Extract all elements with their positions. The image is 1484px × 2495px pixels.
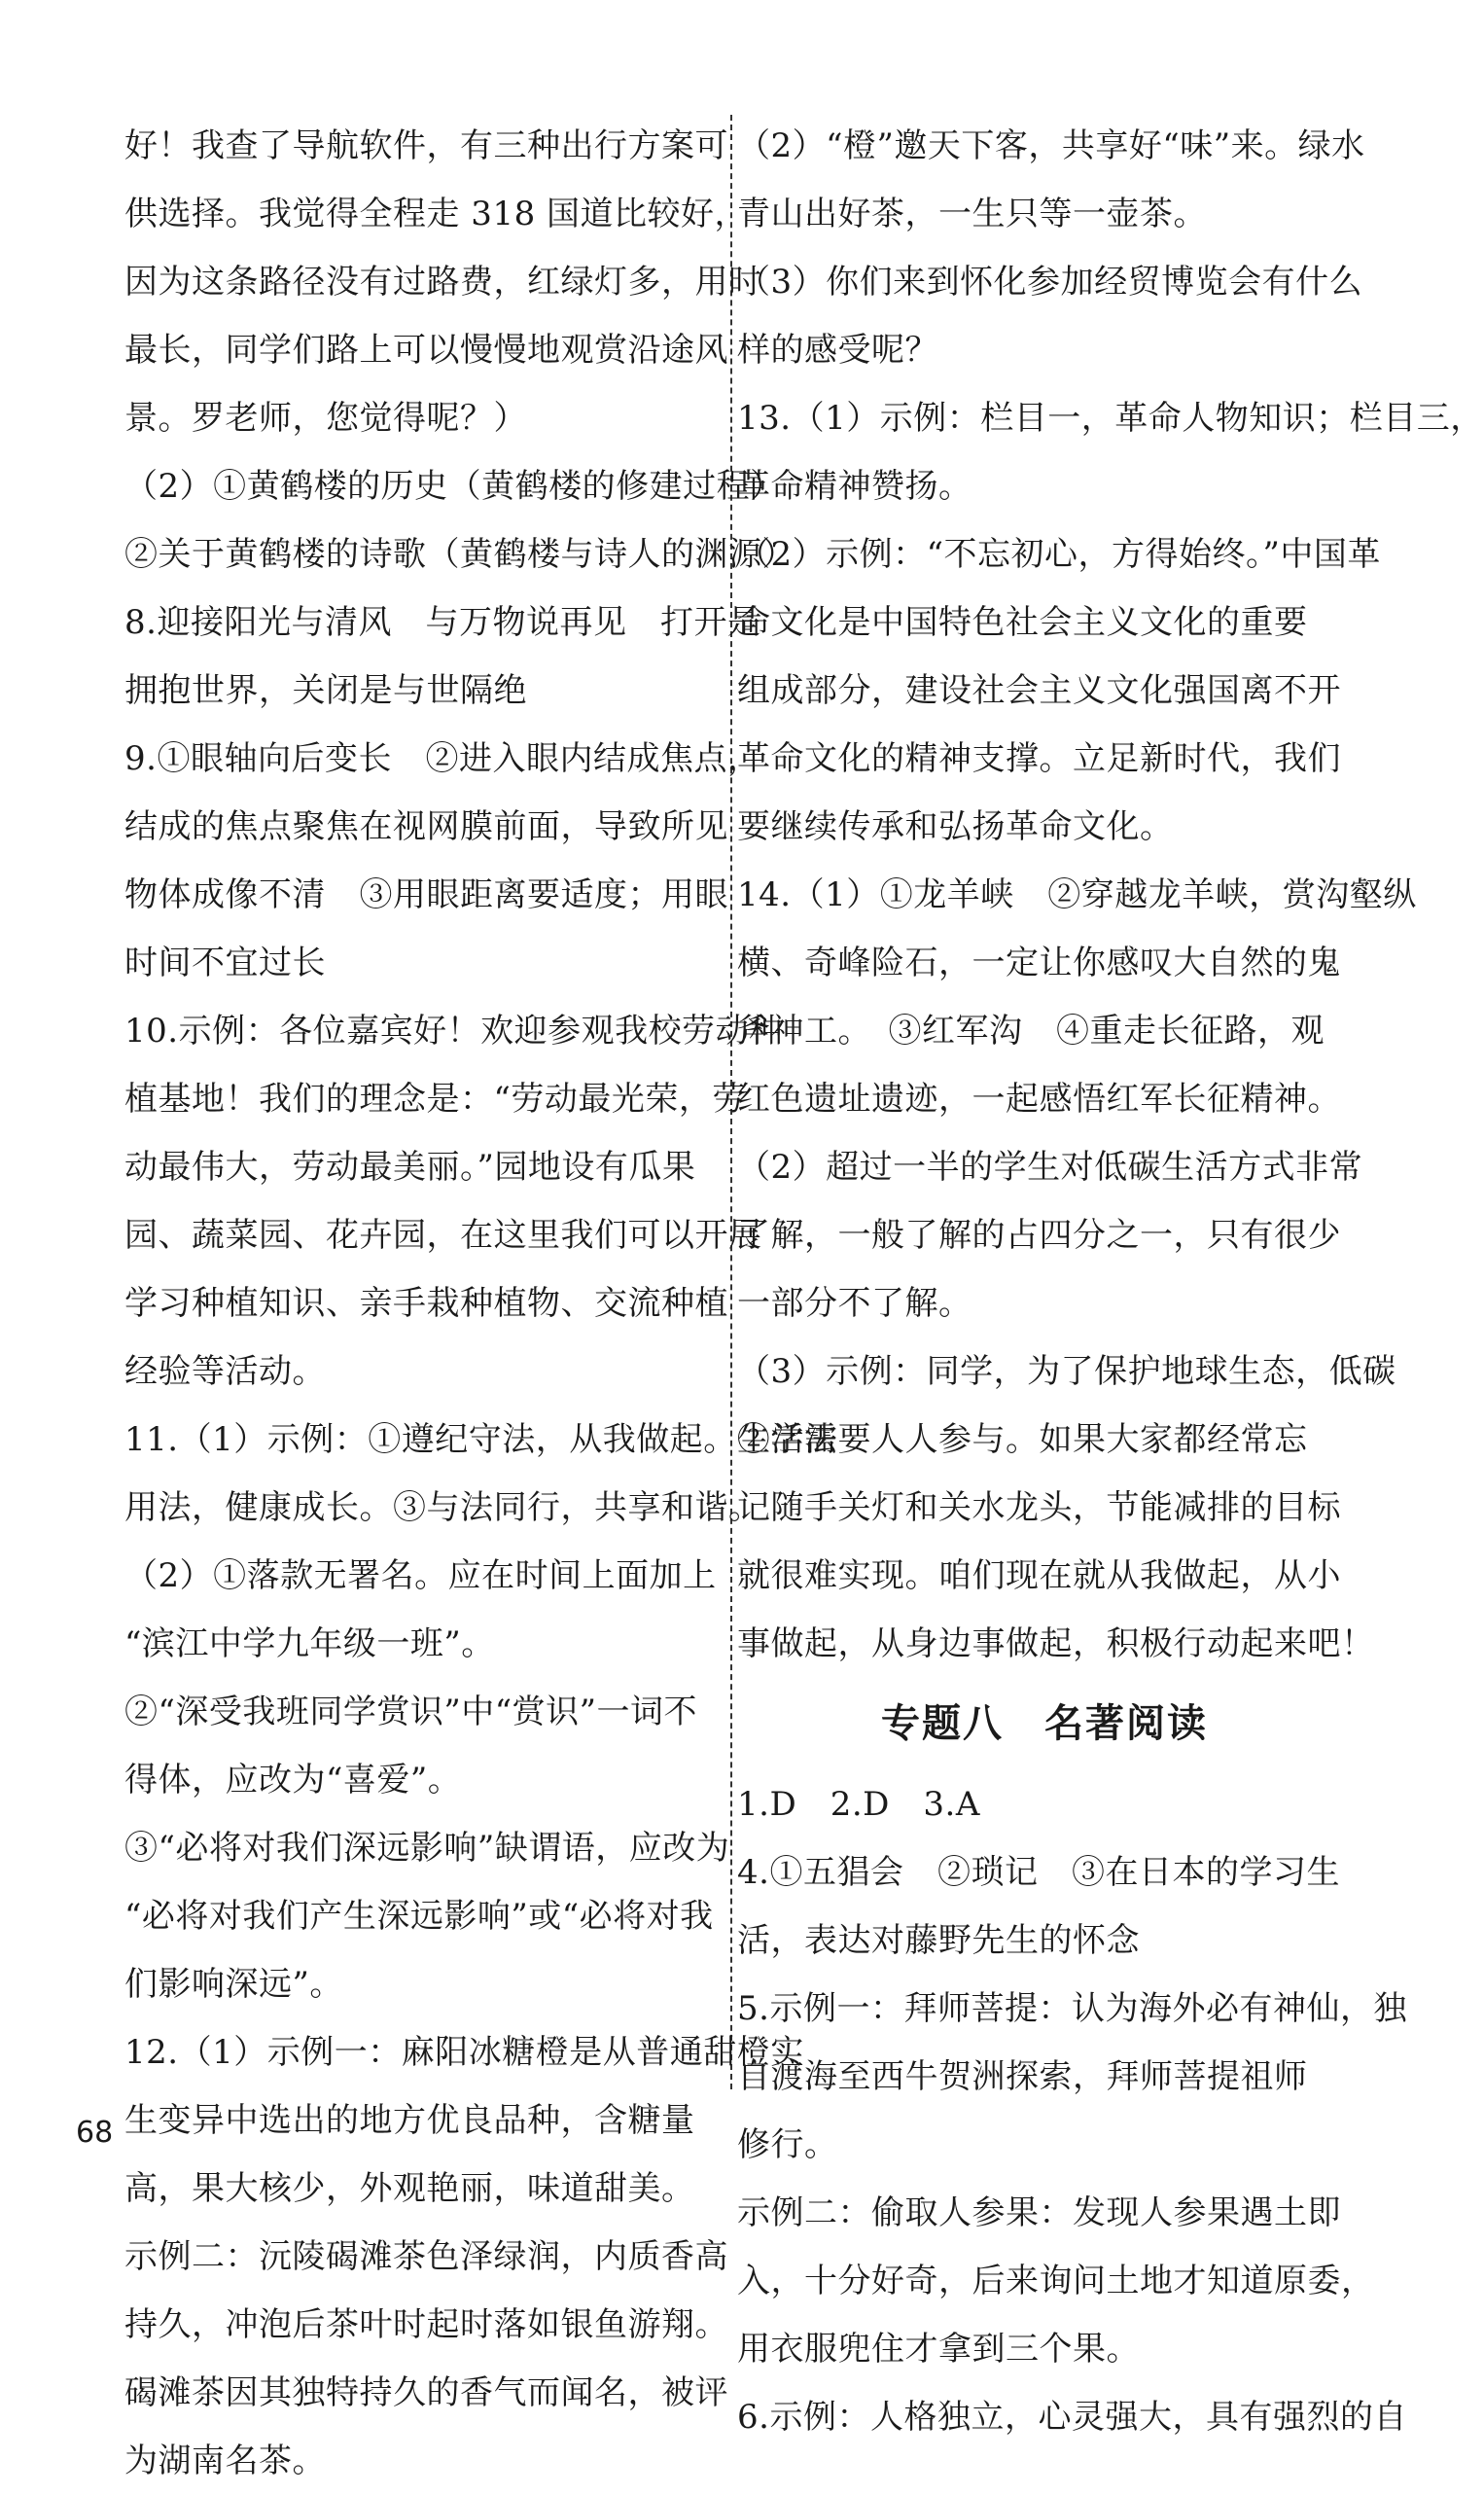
text-line: 样的感受呢？ — [737, 331, 938, 370]
text-line: 高，果大核少，外观艳丽，味道甜美。 — [124, 2169, 695, 2208]
text-line: （3）你们来到怀化参加经贸博览会有什么 — [737, 263, 1363, 302]
text-line: 13.（1）示例：栏目一，革命人物知识；栏目三， — [737, 399, 1484, 438]
text-line: 用衣服兜住才拿到三个果。 — [737, 2330, 1140, 2369]
text-line: 生变异中选出的地方优良品种，含糖量 — [124, 2101, 695, 2140]
text-line: 自渡海至西牛贺洲探索，拜师菩提祖师 — [737, 2057, 1308, 2096]
text-line: 碣滩茶因其独特持久的香气而闻名，被评 — [124, 2373, 728, 2412]
text-line: 活，表达对藤野先生的怀念 — [737, 1921, 1140, 1960]
text-line: 红色遗址遗迹，一起感悟红军长征精神。 — [737, 1080, 1341, 1119]
text-line: 14.（1）①龙羊峡 ②穿越龙羊峡，赏沟壑纵 — [737, 875, 1417, 914]
text-line: 一部分不了解。 — [737, 1284, 972, 1323]
text-line: 青山出好茶，一生只等一壶茶。 — [737, 195, 1207, 233]
text-line: “滨江中学九年级一班”。 — [124, 1624, 495, 1663]
text-line: 11.（1）示例：①遵纪守法，从我做起。②学法 — [124, 1420, 838, 1459]
text-line: 学习种植知识、亲手栽种植物、交流种植 — [124, 1284, 728, 1323]
text-line: 得体，应改为“喜爱”。 — [124, 1761, 462, 1800]
text-line: 拥抱世界，关闭是与世隔绝 — [124, 671, 527, 710]
text-line: 10.示例：各位嘉宾好！欢迎参观我校劳动种 — [124, 1012, 783, 1051]
text-line: 6.示例：人格独立，心灵强大，具有强烈的自 — [737, 2398, 1407, 2437]
section-heading: 专题八 名著阅读 — [881, 1701, 1208, 1746]
text-line: 革命精神赞扬。 — [737, 467, 972, 506]
text-line: 们影响深远”。 — [124, 1965, 343, 2004]
text-line: 园、蔬菜园、花卉园，在这里我们可以开展 — [124, 1216, 762, 1255]
text-line: （3）示例：同学，为了保护地球生态，低碳 — [737, 1352, 1396, 1391]
text-line: 斧神工。 ③红军沟 ④重走长征路，观 — [737, 1012, 1325, 1051]
text-line: 8.迎接阳光与清风 与万物说再见 打开是 — [124, 603, 761, 642]
text-line: （2）超过一半的学生对低碳生活方式非常 — [737, 1148, 1363, 1187]
text-line: 1.D 2.D 3.A — [737, 1785, 980, 1824]
text-line: 最长，同学们路上可以慢慢地观赏沿途风 — [124, 331, 728, 370]
page-number: 68 — [76, 2116, 114, 2150]
text-line: 入，十分好奇，后来询问土地才知道原委， — [737, 2262, 1375, 2300]
text-line: 12.（1）示例一：麻阳冰糖橙是从普通甜橙实 — [124, 2033, 804, 2072]
text-line: 了解，一般了解的占四分之一，只有很少 — [737, 1216, 1341, 1255]
text-line: 组成部分，建设社会主义文化强国离不开 — [737, 671, 1341, 710]
text-line: 生活需要人人参与。如果大家都经常忘 — [737, 1420, 1308, 1459]
text-line: 修行。 — [737, 2125, 838, 2164]
text-line: 为湖南名茶。 — [124, 2442, 326, 2480]
text-line: 命文化是中国特色社会主义文化的重要 — [737, 603, 1308, 642]
text-line: 用法，健康成长。③与法同行，共享和谐。 — [124, 1488, 762, 1527]
text-line: 物体成像不清 ③用眼距离要适度；用眼 — [124, 875, 728, 914]
text-line: ③“必将对我们深远影响”缺谓语，应改为 — [124, 1829, 730, 1868]
text-line: 植基地！我们的理念是：“劳动最光荣，劳 — [124, 1080, 746, 1119]
text-line: 持久，冲泡后茶叶时起时落如银鱼游翔。 — [124, 2305, 728, 2344]
text-line: 动最伟大，劳动最美丽。”园地设有瓜果 — [124, 1148, 696, 1187]
text-line: 9.①眼轴向后变长 ②进入眼内结成焦点， — [124, 739, 761, 778]
text-line: 时间不宜过长 — [124, 944, 326, 982]
text-line: 景。罗老师，您觉得呢？） — [124, 399, 527, 438]
text-line: 示例二：沅陵碣滩茶色泽绿润，内质香高 — [124, 2237, 728, 2276]
text-line: ②关于黄鹤楼的诗歌（黄鹤楼与诗人的渊源） — [124, 535, 795, 574]
text-line: ②“深受我班同学赏识”中“赏识”一词不 — [124, 1693, 698, 1731]
text-line: 结成的焦点聚焦在视网膜前面，导致所见 — [124, 807, 728, 846]
text-line: 供选择。我觉得全程走 318 国道比较好， — [124, 195, 749, 233]
text-line: （2）“橙”邀天下客，共享好“味”来。绿水 — [737, 126, 1365, 165]
text-line: （2）示例：“不忘初心，方得始终。”中国革 — [737, 535, 1381, 574]
text-line: 因为这条路径没有过路费，红绿灯多，用时 — [124, 263, 762, 302]
text-line: 示例二：偷取人参果：发现人参果遇土即 — [737, 2193, 1341, 2232]
text-line: 事做起，从身边事做起，积极行动起来吧！ — [737, 1624, 1375, 1663]
text-line: 横、奇峰险石，一定让你感叹大自然的鬼 — [737, 944, 1341, 982]
text-line: 就很难实现。咱们现在就从我做起，从小 — [737, 1556, 1341, 1595]
text-line: （2）①黄鹤楼的历史（黄鹤楼的修建过程） — [124, 467, 784, 506]
text-line: 经验等活动。 — [124, 1352, 326, 1391]
text-line: “必将对我们产生深远影响”或“必将对我 — [124, 1897, 714, 1936]
text-line: 革命文化的精神支撑。立足新时代，我们 — [737, 739, 1341, 778]
right-column — [737, 112, 1484, 2451]
text-line: 要继续传承和弘扬革命文化。 — [737, 807, 1174, 846]
text-line: （2）①落款无署名。应在时间上面加上 — [124, 1556, 717, 1595]
text-line: 记随手关灯和关水龙头，节能减排的目标 — [737, 1488, 1341, 1527]
text-line: 好！我查了导航软件，有三种出行方案可 — [124, 126, 728, 165]
text-line: 5.示例一：拜师菩提：认为海外必有神仙，独 — [737, 1989, 1407, 2028]
text-line: 4.①五猖会 ②琐记 ③在日本的学习生 — [737, 1853, 1340, 1892]
